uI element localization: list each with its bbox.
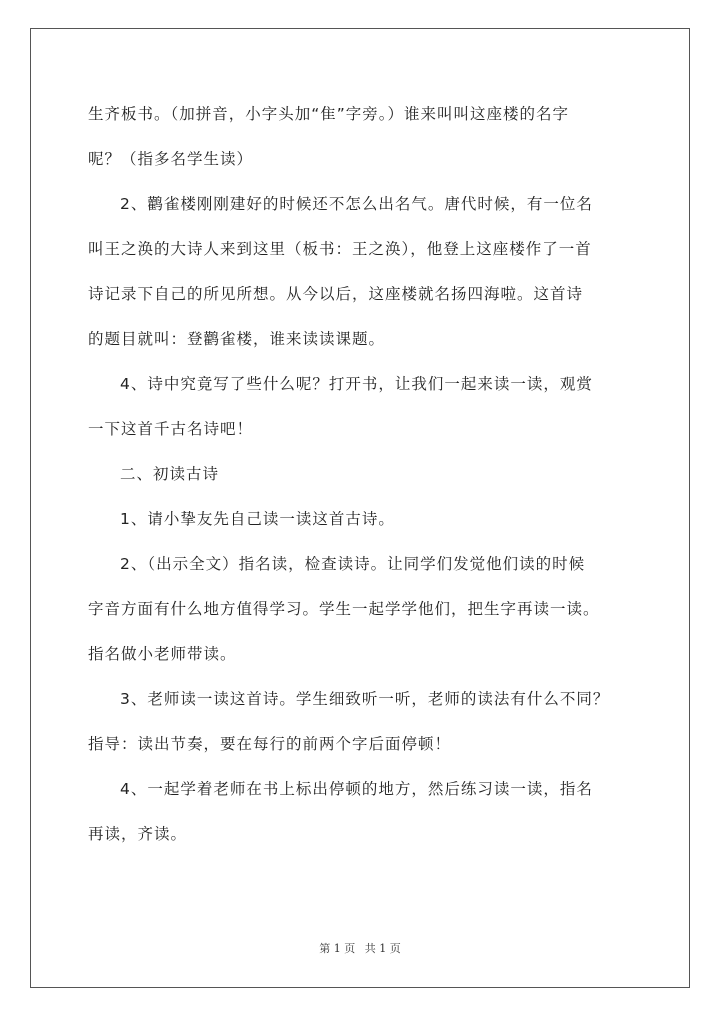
text-line-8: 一下这首千古名诗吧！ (88, 420, 254, 438)
text-line-6: 的题目就叫：登鹳雀楼，谁来读读课题。 (88, 330, 386, 348)
text-line-3: 2、鹳雀楼刚刚建好的时候还不怎么出名气。唐代时候，有一位名 (120, 195, 593, 213)
text-line-14: 3、老师读一读这首诗。学生细致听一听，老师的读法有什么不同？ (120, 690, 610, 708)
text-line-16: 4、一起学着老师在书上标出停顿的地方，然后练习读一读，指名 (120, 780, 593, 798)
text-line-12: 字音方面有什么地方值得学习。学生一起学学他们，把生字再读一读。 (88, 600, 600, 618)
text-line-2: 呢？（指多名学生读） (88, 150, 254, 168)
text-line-13: 指名做小老师带读。 (88, 645, 237, 663)
document-body (88, 92, 648, 857)
text-line-10: 1、请小挚友先自己读一读这首古诗。 (120, 510, 395, 528)
text-line-4: 叫王之涣的大诗人来到这里（板书：王之涣），他登上这座楼作了一首 (88, 240, 592, 258)
page-footer (0, 940, 720, 956)
text-line-15: 指导：读出节奏，要在每行的前两个字后面停顿！ (88, 735, 452, 753)
text-line-1: 生齐板书。（加拼音，小字头加“隹”字旁。）谁来叫叫这座楼的名字 (88, 105, 570, 123)
section-heading: 二、初读古诗 (120, 465, 220, 483)
text-line-5: 诗记录下自己的所见所想。从今以后，这座楼就名扬四海啦。这首诗 (88, 285, 584, 303)
text-line-17: 再读，齐读。 (88, 825, 188, 843)
page-number: 第 1 页 (319, 942, 356, 955)
text-line-11: 2、（出示全文）指名读，检查读诗。让同学们发觉他们读的时候 (120, 555, 586, 573)
text-line-7: 4、诗中究竟写了些什么呢？打开书，让我们一起来读一读，观赏 (120, 375, 593, 393)
page-total: 共 1 页 (364, 942, 401, 955)
